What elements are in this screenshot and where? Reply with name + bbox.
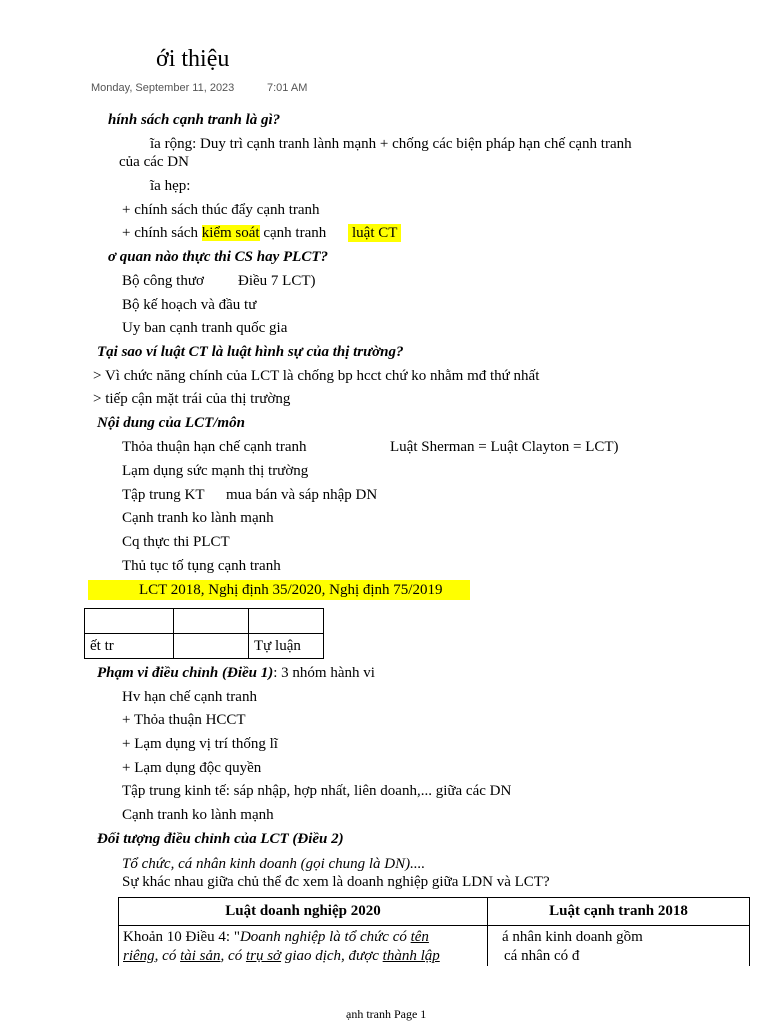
text-line: > tiếp cận mặt trái của thị trường <box>93 391 291 407</box>
text-line: Thủ tục tố tụng cạnh tranh <box>122 558 281 574</box>
text-line: Sự khác nhau giữa chủ thể đc xem là doanh nghiệp giữa LDN và LCT? <box>122 874 550 890</box>
heading-subjects: Đối tượng điều chỉnh của LCT (Điều 2) <box>97 831 344 847</box>
grid-cell <box>174 609 249 634</box>
text-line: > Vì chức năng chính của LCT là chống bp hcct chứ ko nhằm mđ thứ nhất <box>93 368 540 384</box>
text-line: Lạm dụng sức mạnh thị trường <box>122 463 309 479</box>
page-date: Monday, September 11, 2023 <box>91 82 235 94</box>
text-line: Cạnh tranh ko lành mạnh <box>122 510 274 526</box>
text-line: ĩa hẹp: <box>150 178 191 194</box>
table-cell: Khoản 10 Điều 4: "Doanh nghiệp là tổ chức có tên riêng, có tài sản, có trụ sở giao dịch, được thành lập <box>119 926 488 975</box>
text-line: ĩa rộng: Duy trì cạnh tranh lành mạnh + chống các biện pháp hạn chế cạnh tranh <box>150 136 632 152</box>
text-line: + Lạm dụng độc quyền <box>122 760 262 776</box>
heading-content: Nội dung của LCT/môn <box>97 415 245 431</box>
table-header: Luật doanh nghiệp 2020 <box>119 898 488 926</box>
text-line: Tổ chức, cá nhân kinh doanh (gọi chung là DN).... <box>122 856 426 872</box>
heading-scope: Phạm vi điều chỉnh (Điều 1): 3 nhóm hành vi <box>97 665 375 681</box>
page-title: ới thiệu <box>156 46 230 72</box>
text-line-highlight: + chính sách kiểm soát cạnh tranh <box>122 225 327 241</box>
text-line: Hv hạn chế cạnh tranh <box>122 689 257 705</box>
grid-cell <box>85 609 174 634</box>
text-line: mua bán và sáp nhập DN <box>226 487 378 503</box>
grid-cell: ết tr <box>85 634 174 659</box>
text-line: Tập trung kinh tế: sáp nhập, hợp nhất, liên doanh,... giữa các DN <box>122 783 512 799</box>
comparison-table <box>118 897 750 974</box>
grid-cell <box>174 634 249 659</box>
text-line: Tập trung KT <box>122 487 205 503</box>
heading-competition-policy: hính sách cạnh tranh là gì? <box>108 112 281 128</box>
table-cell: á nhân kinh doanh gồm cá nhân có đ <box>488 926 750 975</box>
grid-cell <box>249 609 324 634</box>
text-line: + Lạm dụng vị trí thống lĩ <box>122 736 278 752</box>
highlight: kiểm soát <box>201 225 260 241</box>
text-line: Luật Sherman = Luật Clayton = LCT) <box>390 439 619 455</box>
heading-authority: ơ quan nào thực thi CS hay PLCT? <box>108 249 328 265</box>
highlight: luật CT <box>348 224 401 242</box>
heading-why: Tại sao ví luật CT là luật hình sự của thị trường? <box>97 344 404 360</box>
text-line: Điều 7 LCT) <box>238 273 316 289</box>
text-line: của các DN <box>119 154 189 170</box>
text-line: Bộ kế hoạch và đầu tư <box>122 297 257 313</box>
text-line: + Thỏa thuận HCCT <box>122 712 246 728</box>
text-line: Bộ công thươ <box>122 273 204 289</box>
grid-cell: Tự luận <box>249 634 324 659</box>
text-line: Cạnh tranh ko lành mạnh <box>122 807 274 823</box>
text-line: Cq thực thi PLCT <box>122 534 230 550</box>
page-footer: ạnh tranh Page 1 <box>346 1007 427 1021</box>
grid-table <box>84 608 324 659</box>
text-line: Thỏa thuận hạn chế cạnh tranh <box>122 439 307 455</box>
table-header: Luật cạnh tranh 2018 <box>488 898 750 926</box>
law-references: LCT 2018, Nghị định 35/2020, Nghị định 75/2019 <box>139 582 443 598</box>
page-time: 7:01 AM <box>267 82 308 94</box>
text-line: Uy ban cạnh tranh quốc gia <box>122 320 288 336</box>
text-line: + chính sách thúc đẩy cạnh tranh <box>122 202 320 218</box>
